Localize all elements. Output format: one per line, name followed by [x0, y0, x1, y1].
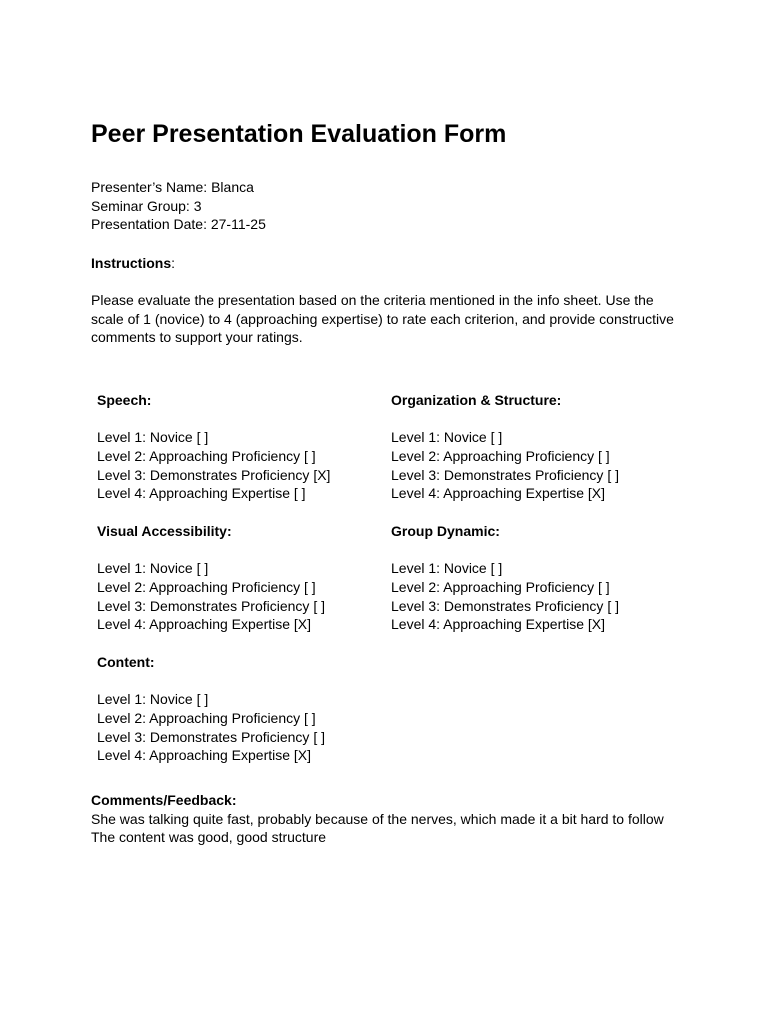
criterion-speech — [97, 391, 330, 503]
criterion-group-dynamic — [391, 522, 619, 634]
comments-section — [91, 791, 664, 847]
criterion-visual-accessibility — [97, 522, 325, 634]
level-1: Level 1: Novice [ ] — [391, 429, 503, 446]
criterion-title: Visual Accessibility: — [97, 523, 232, 539]
level-4: Level 4: Approaching Expertise [X] — [97, 747, 312, 764]
criterion-title: Organization & Structure: — [391, 392, 562, 408]
criterion-title: Group Dynamic: — [391, 523, 500, 539]
criterion-organization — [391, 391, 619, 503]
comments-title: Comments/Feedback: — [91, 792, 237, 808]
level-3: Level 3: Demonstrates Proficiency [ ] — [97, 728, 325, 745]
instructions-colon: : — [171, 255, 176, 271]
instructions-text: Please evaluate the presentation based on the criteria mentioned in the info sheet. Use the scale of 1 (novice) to 4 (approaching expertise) to rate each criterion, and provide constructive comments to support your ratings. — [91, 292, 674, 346]
level-2: Level 2: Approaching Proficiency [ ] — [391, 579, 610, 596]
instructions-heading — [91, 254, 175, 273]
seminar-group: Seminar Group: 3 — [91, 197, 202, 214]
level-1: Level 1: Novice [ ] — [97, 429, 209, 446]
level-4: Level 4: Approaching Expertise [X] — [391, 616, 606, 633]
level-1: Level 1: Novice [ ] — [97, 560, 209, 577]
comment-line: The content was good, good structure — [91, 829, 327, 846]
level-2: Level 2: Approaching Proficiency [ ] — [391, 448, 610, 465]
criterion-content — [97, 653, 325, 765]
level-3: Level 3: Demonstrates Proficiency [ ] — [97, 597, 325, 614]
level-4: Level 4: Approaching Expertise [X] — [97, 616, 312, 633]
level-3: Level 3: Demonstrates Proficiency [ ] — [391, 466, 619, 483]
level-3: Level 3: Demonstrates Proficiency [ ] — [391, 597, 619, 614]
level-2: Level 2: Approaching Proficiency [ ] — [97, 579, 316, 596]
level-1: Level 1: Novice [ ] — [391, 560, 503, 577]
page-title: Peer Presentation Evaluation Form — [91, 120, 507, 148]
presenter-name: Presenter’s Name: Blanca — [91, 179, 254, 195]
presentation-date: Presentation Date: 27-11-25 — [91, 216, 266, 233]
level-4: Level 4: Approaching Expertise [X] — [391, 485, 606, 502]
level-1: Level 1: Novice [ ] — [97, 691, 209, 708]
level-3: Level 3: Demonstrates Proficiency [X] — [97, 466, 331, 483]
presentation-details — [91, 178, 266, 234]
criterion-title: Content: — [97, 654, 155, 670]
level-2: Level 2: Approaching Proficiency [ ] — [97, 710, 316, 727]
instructions-label: Instructions — [91, 255, 172, 271]
level-2: Level 2: Approaching Proficiency [ ] — [97, 448, 316, 465]
comment-line: She was talking quite fast, probably because of the nerves, which made it a bit hard to follow — [91, 810, 664, 827]
criterion-title: Speech: — [97, 392, 152, 408]
level-4: Level 4: Approaching Expertise [ ] — [97, 485, 306, 502]
